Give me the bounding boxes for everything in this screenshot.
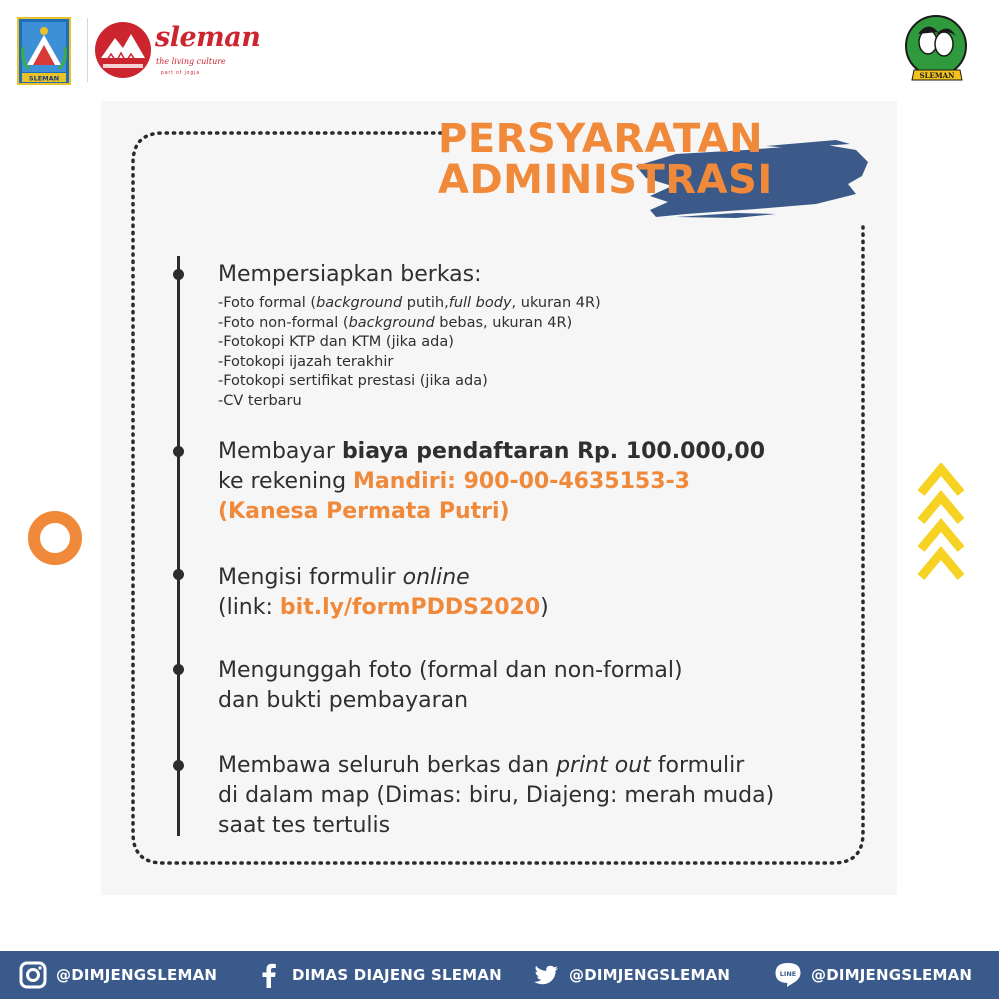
social-footer xyxy=(0,951,999,999)
line-icon-text: LINE xyxy=(779,970,797,978)
upload-line-2: dan bukti pembayaran xyxy=(218,688,469,713)
instagram-handle: @DIMJENGSLEMAN xyxy=(56,966,218,984)
step-bring-documents xyxy=(218,751,774,841)
form-line-2: (link: bit.ly/formPDDS2020) xyxy=(218,595,549,620)
instagram-icon xyxy=(18,960,48,990)
brand-divider xyxy=(87,18,88,82)
sleman-crest-logo xyxy=(17,17,71,85)
timeline-line xyxy=(177,256,180,836)
dimjeng-logo-text: SLEMAN xyxy=(919,71,955,80)
facebook-icon xyxy=(254,960,284,990)
facebook-link[interactable] xyxy=(254,951,502,999)
document-list xyxy=(218,294,601,411)
list-item: -Foto formal (background putih,full body, ukuran 4R) xyxy=(218,295,601,311)
title-line-1: PERSYARATAN xyxy=(438,116,764,162)
step-upload xyxy=(218,656,683,716)
facebook-handle: DIMAS DIAJENG SLEMAN xyxy=(292,966,502,984)
crest-text: SLEMAN xyxy=(28,74,60,83)
step-prepare-documents xyxy=(218,260,601,411)
bring-line-3: saat tes tertulis xyxy=(218,813,391,838)
line-link[interactable] xyxy=(773,951,972,999)
twitter-handle: @DIMJENGSLEMAN xyxy=(569,966,731,984)
list-item: -Fotokopi KTP dan KTM (jika ada) xyxy=(218,334,454,350)
bring-line-1: Membawa seluruh berkas dan print out formulir xyxy=(218,753,745,778)
timeline-dot xyxy=(173,664,184,675)
twitter-icon xyxy=(531,960,561,990)
list-item: -CV terbaru xyxy=(218,392,302,409)
payment-line-2: ke rekening Mandiri: 900-00-4635153-3 xyxy=(218,469,690,494)
dimjeng-logo xyxy=(900,14,974,88)
upload-line-1: Mengunggah foto (formal dan non-formal) xyxy=(218,658,683,683)
timeline-dot xyxy=(173,446,184,457)
brand-sub: part of jogja xyxy=(161,70,201,76)
list-item: -Fotokopi ijazah terakhir xyxy=(218,353,394,370)
sleman-brand-logo xyxy=(93,20,263,84)
brand-name: sleman xyxy=(155,22,261,53)
step-title: Mempersiapkan berkas: xyxy=(218,262,482,287)
sleman-brand-icon xyxy=(93,20,153,80)
title-block xyxy=(436,114,876,224)
timeline-dot xyxy=(173,760,184,771)
sleman-crest-icon xyxy=(17,17,71,85)
twitter-link[interactable] xyxy=(531,951,730,999)
step-online-form xyxy=(218,563,549,623)
bank-account: Mandiri: 900-00-4635153-3 xyxy=(353,469,690,494)
account-holder: (Kanesa Permata Putri) xyxy=(218,499,510,524)
list-item: -Foto non-formal (background bebas, ukuran 4R) xyxy=(218,314,573,331)
title-line-2: ADMINISTRASI xyxy=(438,157,773,203)
brand-tagline: the living culture xyxy=(156,57,226,66)
form-link[interactable]: bit.ly/formPDDS2020 xyxy=(279,595,541,620)
line-handle: @DIMJENGSLEMAN xyxy=(811,966,973,984)
dimjeng-logo-icon xyxy=(900,14,974,88)
bring-line-2: di dalam map (Dimas: biru, Diajeng: merah muda) xyxy=(218,783,775,808)
instagram-link[interactable] xyxy=(18,951,217,999)
timeline-dot xyxy=(173,269,184,280)
list-item: -Fotokopi sertifikat prestasi (jika ada) xyxy=(218,373,488,389)
yellow-chevrons-icon xyxy=(917,463,965,581)
orange-ring-icon xyxy=(26,509,84,567)
step-payment xyxy=(218,437,765,527)
payment-line-1: Membayar biaya pendaftaran Rp. 100.000,00 xyxy=(218,439,765,464)
line-icon xyxy=(773,960,803,990)
form-line-1: Mengisi formulir online xyxy=(218,565,470,590)
timeline-dot xyxy=(173,569,184,580)
